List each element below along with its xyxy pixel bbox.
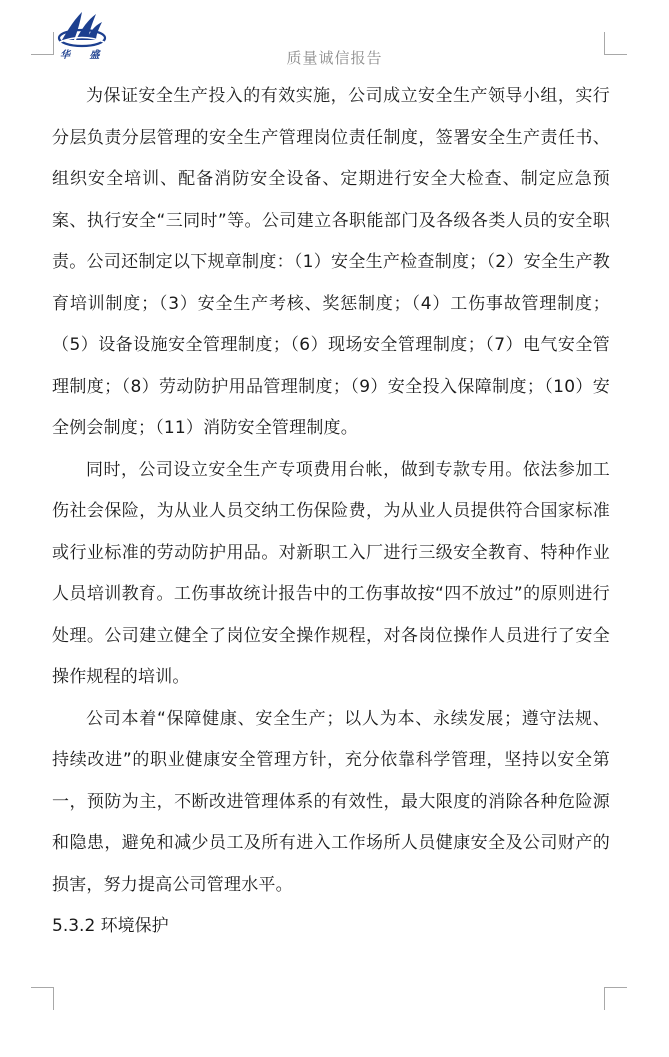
body-paragraph: 同时，公司设立安全生产专项费用台帐，做到专款专用。依法参加工伤社会保险，为从业人员交纳工伤保险费，为从业人员提供符合国家标准或行业标准的劳动防护用品。对新职工入厂进行三级安全教育、特种作业人员培训教育。工伤事故统计报告中的工伤事故按“四不放过”的原则进行处理。公司建立健全了岗位安全操作规程，对各岗位操作人员进行了安全操作规程的培训。 [52, 459, 610, 687]
crop-mark-bottom-right [604, 987, 627, 1010]
document-body [52, 76, 610, 948]
logo-text: 华 盛 [60, 50, 108, 61]
body-paragraph: 为保证安全生产投入的有效实施，公司成立安全生产领导小组，实行分层负责分层管理的安全生产管理岗位责任制度，签署安全生产责任书、组织安全培训、配备消防安全设备、定期进行安全大检查、制定应急预案、执行安全“三同时”等。公司建立各职能部门及各级各类人员的安全职责。公司还制定以下规章制度：（1）安全生产检查制度；（2）安全生产教育培训制度；（3）安全生产考核、奖惩制度；（4）工伤事故管理制度；（5）设备设施安全管理制度；（6）现场安全管理制度；（7）电气安全管理制度；（8）劳动防护用品管理制度；（9）安全投入保障制度；（10）安全例会制度；（11）消防安全管理制度。 [52, 86, 610, 438]
header-title: 质量诚信报告 [286, 49, 383, 67]
section-heading: 5.3.2 环境保护 [52, 916, 169, 936]
crop-mark-bottom-left [31, 987, 54, 1010]
body-paragraph: 公司本着“保障健康、安全生产；以人为本、永续发展；遵守法规、持续改进”的职业健康安全管理方针，充分依靠科学管理，坚持以安全第一，预防为主，不断改进管理体系的有效性，最大限度的消除各种危险源和隐患，避免和减少员工及所有进入工作场所人员健康安全及公司财产的损害，努力提高公司管理水平。 [52, 708, 610, 895]
